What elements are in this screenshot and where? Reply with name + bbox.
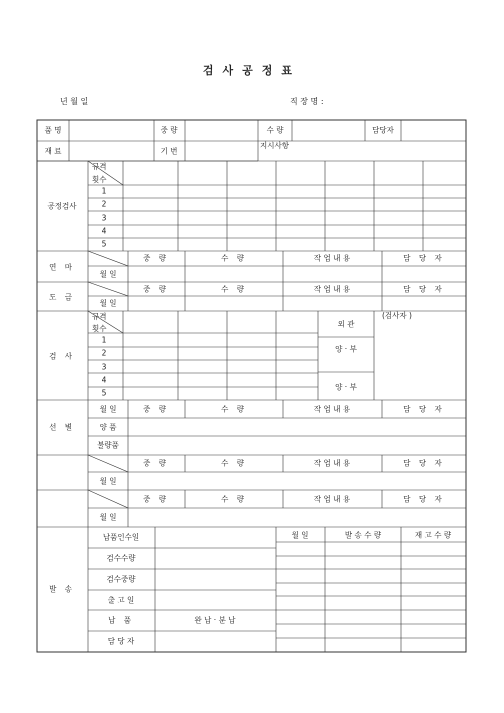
process-row-number: 3 xyxy=(101,213,107,223)
appearance-label: 외 관 xyxy=(337,319,355,329)
manager-label: 직 장 명 : xyxy=(290,97,324,106)
col-weight: 중 량 xyxy=(143,458,169,468)
ship-col-date: 월 일 xyxy=(291,530,309,540)
delivery-type-label: 완 납 · 분 납 xyxy=(194,615,236,625)
col-work-content: 작 업 내 용 xyxy=(313,404,351,414)
material-label: 재 료 xyxy=(44,146,62,156)
col-weight: 중 량 xyxy=(143,253,169,263)
polish-date-label: 월 일 xyxy=(99,269,117,279)
document-title: 검사공정표 xyxy=(202,64,302,77)
inspection-row-number: 4 xyxy=(101,375,107,385)
process-row-number: 1 xyxy=(101,186,107,196)
process-inspection-label: 공정검사 xyxy=(47,201,77,211)
plating-date-label: 월 일 xyxy=(99,298,117,308)
weight-label: 중 량 xyxy=(160,125,178,135)
col-quantity: 수 량 xyxy=(221,494,247,504)
col-work-content: 작 업 내 용 xyxy=(313,284,351,294)
extra2-date-label: 월 일 xyxy=(99,512,117,522)
inspector-label: (검사자 ) xyxy=(382,311,412,320)
ship-row-label: 검수수량 xyxy=(106,553,136,563)
person-label: 담당자 xyxy=(372,125,394,135)
process-row-number: 2 xyxy=(101,199,107,209)
col-person: 담 당 자 xyxy=(403,253,445,263)
col-work-content: 작 업 내 용 xyxy=(313,458,351,468)
pass-fail-label: 양 · 부 xyxy=(335,344,357,354)
process-spec-label: 규격 xyxy=(92,162,107,171)
inspection-row-number: 1 xyxy=(101,335,107,345)
instructions-label: 지시사항 xyxy=(260,141,289,150)
col-person: 담 당 자 xyxy=(403,494,445,504)
polish-label: 연 마 xyxy=(49,262,75,272)
col-weight: 중 량 xyxy=(143,494,169,504)
col-quantity: 수 량 xyxy=(221,284,247,294)
inspection-row-number: 3 xyxy=(101,362,107,372)
ship-row-label: 검수중량 xyxy=(106,574,136,584)
process-count-label: 횟수 xyxy=(92,175,107,184)
col-work-content: 작 업 내 용 xyxy=(313,253,351,263)
sort-date-label: 월 일 xyxy=(99,404,117,414)
col-work-content: 작 업 내 용 xyxy=(313,494,351,504)
col-weight: 중 량 xyxy=(143,284,169,294)
pass-fail-label: 양 · 부 xyxy=(335,382,357,392)
plating-label: 도 금 xyxy=(49,292,75,302)
col-person: 담 당 자 xyxy=(403,404,445,414)
ship-row-label: 납 품 xyxy=(108,615,134,625)
ship-row-label: 담 당 자 xyxy=(107,636,135,646)
item-name-label: 품 명 xyxy=(44,125,62,135)
quantity-label: 수 량 xyxy=(266,125,284,135)
ship-row-label: 납품인수일 xyxy=(102,532,140,542)
inspection-row-number: 5 xyxy=(101,388,107,398)
defective-product-label: 불량품 xyxy=(97,440,119,450)
good-product-label: 양 품 xyxy=(99,422,117,432)
ship-col-stock: 재 고 수 량 xyxy=(414,530,452,540)
ship-row-label: 출 고 일 xyxy=(107,595,135,605)
extra1-date-label: 월 일 xyxy=(99,476,117,486)
machine-no-label: 기 번 xyxy=(160,146,178,156)
col-quantity: 수 량 xyxy=(221,404,247,414)
shipping-label: 발 송 xyxy=(49,584,75,594)
col-weight: 중 량 xyxy=(143,404,169,414)
inspection-count-label: 횟수 xyxy=(92,324,107,333)
sorting-label: 선 별 xyxy=(49,422,75,432)
col-person: 담 당 자 xyxy=(403,284,445,294)
ship-col-quantity: 발 송 수 량 xyxy=(344,530,382,540)
date-label: 년 월 일 xyxy=(60,97,89,106)
process-row-number: 5 xyxy=(101,239,107,249)
col-person: 담 당 자 xyxy=(403,458,445,468)
col-quantity: 수 량 xyxy=(221,458,247,468)
col-quantity: 수 량 xyxy=(221,253,247,263)
inspection-row-number: 2 xyxy=(101,348,107,358)
inspection-spec-label: 규격 xyxy=(92,312,107,321)
process-row-number: 4 xyxy=(101,226,107,236)
inspection-label: 검 사 xyxy=(49,351,75,361)
